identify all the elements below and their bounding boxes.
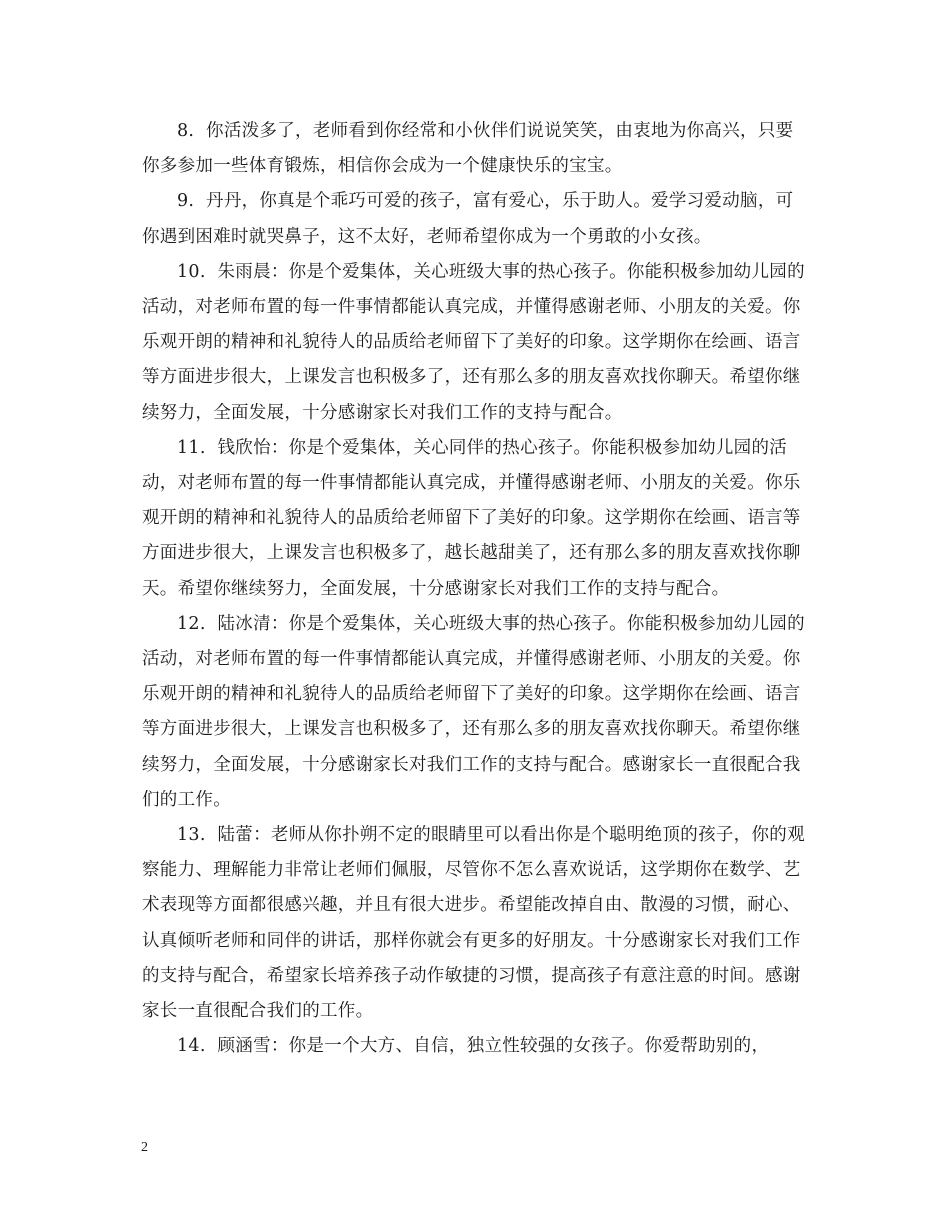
paragraph-11 xyxy=(142,431,810,607)
paragraph-number: 11. xyxy=(177,437,206,458)
document-body xyxy=(142,114,810,1064)
paragraph-13 xyxy=(142,818,810,1029)
paragraph-text: 顾涵雪：你是一个大方、自信，独立性较强的女孩子。你爱帮助别的， xyxy=(217,1036,770,1057)
paragraph-12 xyxy=(142,607,810,818)
paragraph-8 xyxy=(142,114,810,184)
paragraph-number: 9. xyxy=(177,191,195,212)
paragraph-text: 陆冰清：你是个爱集体，关心班级大事的热心孩子。你能积极参加幼儿园的活动，对老师布置的每一件事情都能认真完成，并懂得感谢老师、小朋友的关爱。你乐观开朗的精神和礼貌待人的品质给老师留下了美好的印象。这学期你在绘画、语言等方面进步很大，上课发言也积极多了，还有那么多的朋友喜欢找你聊天。希望你继续努力，全面发展，十分感谢家长对我们工作的支持与配合。感谢家长一直很配合我们的工作。 xyxy=(142,613,805,810)
paragraph-text: 钱欣怡：你是个爱集体，关心同伴的热心孩子。你能积极参加幼儿园的活动，对老师布置的每一件事情都能认真完成，并懂得感谢老师、小朋友的关爱。你乐观开朗的精神和礼貌待人的品质给老师留下了美好的印象。这学期你在绘画、语言等方面进步很大，上课发言也积极多了，越长越甜美了，还有那么多的朋友喜欢找你聊天。希望你继续努力，全面发展，十分感谢家长对我们工作的支持与配合。 xyxy=(142,437,801,599)
paragraph-text: 陆蕾：老师从你扑朔不定的眼睛里可以看出你是个聪明绝顶的孩子，你的观察能力、理解能力非常让老师们佩服，尽管你不怎么喜欢说话，这学期你在数学、艺术表现等方面都很感兴趣，并且有很大进步。希望能改掉自由、散漫的习惯，耐心、认真倾听老师和同伴的讲话，那样你就会有更多的好朋友。十分感谢家长对我们工作的支持与配合，希望家长培养孩子动作敏捷的习惯，提高孩子有意注意的时间。感谢家长一直很配合我们的工作。 xyxy=(142,825,805,1022)
page-number: 2 xyxy=(141,1140,148,1155)
paragraph-text: 朱雨晨：你是个爱集体，关心班级大事的热心孩子。你能积极参加幼儿园的活动，对老师布置的每一件事情都能认真完成，并懂得感谢老师、小朋友的关爱。你乐观开朗的精神和礼貌待人的品质给老师留下了美好的印象。这学期你在绘画、语言等方面进步很大，上课发言也积极多了，还有那么多的朋友喜欢找你聊天。希望你继续努力，全面发展，十分感谢家长对我们工作的支持与配合。 xyxy=(142,261,805,423)
paragraph-number: 12. xyxy=(177,613,206,634)
paragraph-text: 你活泼多了，老师看到你经常和小伙伴们说说笑笑，由衷地为你高兴，只要你多参加一些体育锻炼，相信你会成为一个健康快乐的宝宝。 xyxy=(142,121,794,177)
paragraph-9 xyxy=(142,184,810,254)
paragraph-number: 10. xyxy=(177,261,206,282)
paragraph-14 xyxy=(142,1029,810,1064)
paragraph-10 xyxy=(142,255,810,431)
paragraph-number: 8. xyxy=(177,121,195,141)
paragraph-number: 13. xyxy=(177,825,206,846)
paragraph-text: 丹丹，你真是个乖巧可爱的孩子，富有爱心，乐于助人。爱学习爱动脑，可你遇到困难时就哭鼻子，这不太好，老师希望你成为一个勇敢的小女孩。 xyxy=(142,191,794,247)
paragraph-number: 14. xyxy=(177,1036,206,1057)
